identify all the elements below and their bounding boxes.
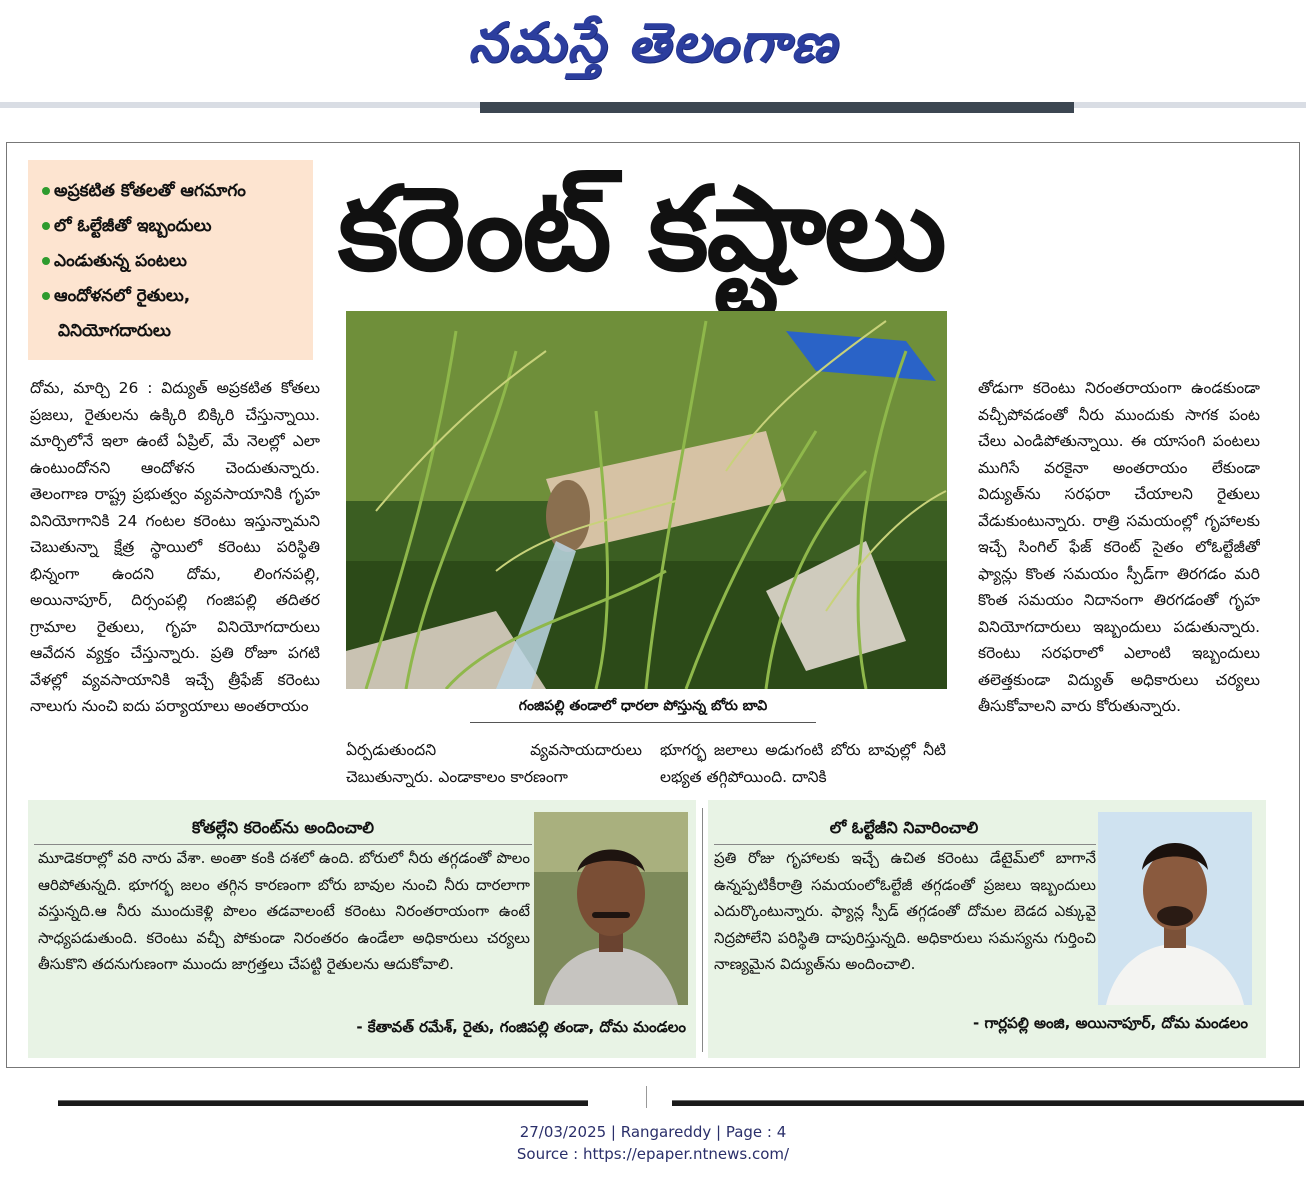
bullet-item: అప్రకటిత కోతలతో ఆగమాగం xyxy=(42,174,305,209)
next-headline-cut-right xyxy=(672,1092,1304,1106)
bullet-dot-icon xyxy=(42,187,50,195)
quote-box-farmer xyxy=(28,800,696,1058)
bullet-dot-icon xyxy=(42,222,50,230)
article-column-3: భూగర్భ జలాలు అడుగంటి బోరు బావుల్లో నీటి లభ్యత తగ్గిపోయింది. దానికి xyxy=(660,741,946,786)
bullet-item: లో ఓల్టేజీతో ఇబ్బందులు xyxy=(42,209,305,244)
quote-title: లో ఓల్టేజీని నివారించాలి xyxy=(829,818,979,837)
bullet-box xyxy=(28,160,313,360)
article-column-2: ఏర్పడుతుందని వ్యవసాయదారులు చెబుతున్నారు. ఎండాకాలం కారణంగా xyxy=(346,741,642,786)
quote-box-resident xyxy=(708,800,1266,1058)
article-column-4: తోడుగా కరెంటు నిరంతరాయంగా ఉండకుండా వచ్చీపోవడంతో నీరు ముందుకు సాగక పంట చేలు ఎండిపోతున్నాయి. ఈ యాసంగి పంటలు ముగిసే వరకైనా అంతరాయం లేకుండా విద్యుత్‌ను సరఫరా చేయాలని రైతులు వేడుకుంటున్నారు. రాత్రి సమయంల్లో గృహాలకు ఇచ్చే సింగిల్ ఫేజ్ కరెంట్ సైతం లోఓల్టేజీతో ఫ్యాన్లు కొంత సమయం స్పీడ్‌గా తిరగడం మరి కొంత సమయం నిదానంగా తిరగడంతో గృహ వినియోగదారులు ఇబ్బందులు పడుతున్నారు. కరెంటు సరఫరాలో ఎలాంటి ఇబ్బందులు తలెత్తకుండా విద్యుత్ అధికారులు చర్యలు తీసుకోవాలని వారు కోరుతున్నారు. xyxy=(978,379,1260,715)
quote-title: కోతల్లేని కరెంట్‌ను అందించాలి xyxy=(191,818,375,837)
newspaper-logo: నమస్తే తెలంగాణ xyxy=(468,10,838,74)
quote-text: ప్రతి రోజు గృహాలకు ఇచ్చే ఉచిత కరెంటు డేటైమ్‌లో బాగానే ఉన్నప్పటికీరాత్రి సమయంలోఓల్టేజీ తగ్గడంతో ప్రజలు ఇబ్బందులు ఎదుర్కొంటున్నారు. ఫ్యాన్ల స్పీడ్ తగ్గడంతో దోమల బెడద ఎక్కువై నిద్రపోలేని పరిస్థితి దాపురిస్తున్నది. అధికారులు సమస్యను గుర్తించి నాణ్యమైన విద్యుత్‌ను అందించాలి. xyxy=(714,849,1096,973)
quote-divider xyxy=(702,808,703,1052)
header-rule-thick xyxy=(480,102,1074,113)
footer-source[interactable]: Source : https://epaper.ntnews.com/ xyxy=(516,1145,790,1163)
page-footer xyxy=(0,1121,1306,1165)
portrait-photo xyxy=(534,812,688,1005)
person-portrait-icon xyxy=(534,812,688,1005)
quote-signature: - గార్లపల్లి అంజి, అయినాపూర్, దోమ మండలం xyxy=(973,1014,1248,1032)
bullet-dot-icon xyxy=(42,257,50,265)
portrait-photo xyxy=(1098,812,1252,1005)
news-photo-borewell xyxy=(346,311,947,689)
photo-illustration xyxy=(346,311,947,689)
footer-date-edition: 27/03/2025 | Rangareddy | Page : 4 xyxy=(519,1123,787,1141)
bullet-item-continued: వినియోగదారులు xyxy=(58,321,171,341)
bullet-dot-icon xyxy=(42,292,50,300)
bullet-item: ఆందోళనలో రైతులు, xyxy=(42,279,305,314)
quote-text: మూడెకరాల్లో వరి నారు వేశా. అంతా కంకి దశలో ఉంది. బోరులో నీరు తగ్గడంతో పొలం ఆరిపోతున్నది. భూగర్భ జలం తగ్గిన కారణంగా బోరు బావుల నుంచి నీరు దారలాగా వస్తున్నది.ఆ నీరు ముందుకెళ్లి పొలం తడవాలంటే కరెంటు నిరంతరాయంగా ఉంటే సాధ్యపడుతుంది. కరెంటు వచ్చీ పోకుండా నిరంతరం ఉండేలా అధికారులు చర్యలు తీసుకొని తదనుగుణంగా ముందు జాగ్రత్తలు చేపట్టి రైతులను ఆదుకోవాలి. xyxy=(38,849,530,973)
masthead xyxy=(0,0,1306,100)
bullet-item: ఎండుతున్న పంటలు xyxy=(42,244,305,279)
headline: కరెంట్ కష్టాలు xyxy=(338,162,945,297)
next-article-divider xyxy=(646,1086,647,1108)
quote-signature: - కేతావత్ రమేశ్, రైతు, గంజిపల్లి తండా, దోమ మండలం xyxy=(356,1018,686,1036)
article-column-1: దోమ, మార్చి 26 : విద్యుత్ అప్రకటిత కోతలు ప్రజలు, రైతులను ఉక్కిరి బిక్కిరి చేస్తున్నాయి. మార్చిలోనే ఇలా ఉంటే ఏప్రిల్, మే నెలల్లో ఎలా ఉంటుందోనని ఆందోళన చెందుతున్నారు. తెలంగాణ రాష్ట్ర ప్రభుత్వం వ్యవసాయానికి గృహ వినియోగానికి 24 గంటల కరెంటు ఇస్తున్నామని చెబుతున్నా క్షేత్ర స్థాయిలో కరెంటు పరిస్థితి భిన్నంగా ఉందని దోమ, లింగనపల్లి, అయినాపూర్, దిర్సంపల్లి గంజిపల్లి తదితర గ్రామాల రైతులు, గృహ వినియోగదారులు ఆవేదన వ్యక్తం చేస్తున్నారు. ప్రతి రోజూ పగటి వేళల్లో వ్యవసాయానికి ఇచ్చే త్రీఫేజ్ కరెంటు నాలుగు నుంచి ఐదు పర్యాయాలు అంతరాయం xyxy=(30,379,320,715)
photo-caption: గంజిపల్లి తండాలో ధారలా పోస్తున్న బోరు బావి xyxy=(470,694,816,723)
person-portrait-icon xyxy=(1098,812,1252,1005)
next-headline-cut-left xyxy=(58,1092,588,1106)
